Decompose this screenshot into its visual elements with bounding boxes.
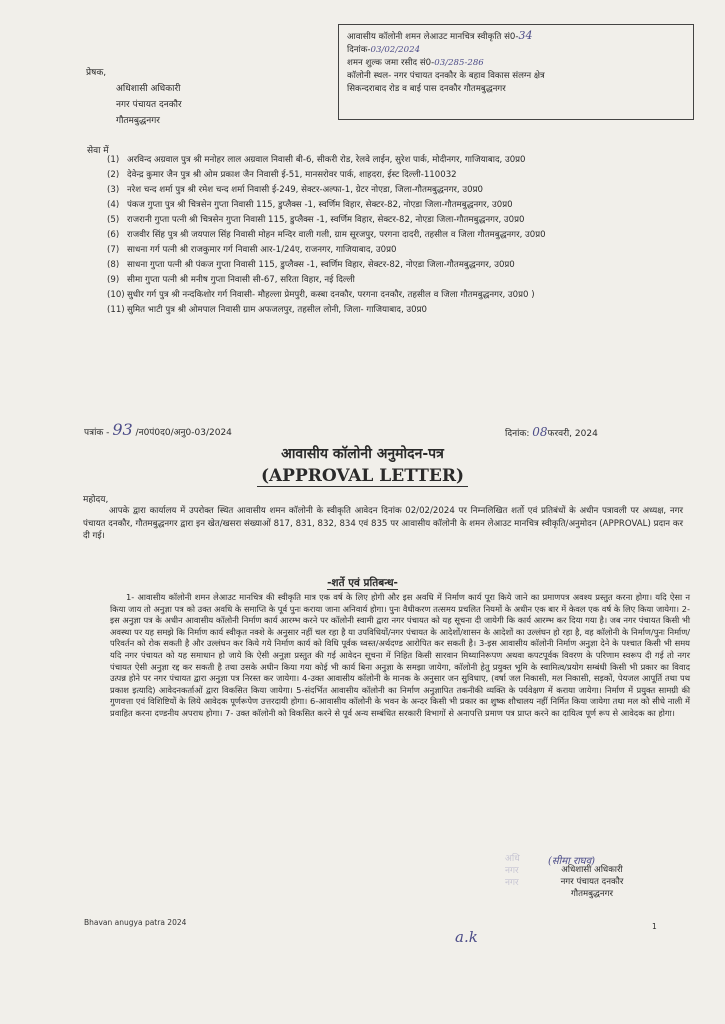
recipients-list: [107, 154, 707, 319]
footer-filename: Bhavan anugya patra 2024: [84, 918, 187, 927]
sender-title: अधिशासी अधिकारी: [116, 84, 181, 94]
sender-district: गौतमबुद्धनगर: [116, 116, 160, 126]
reference-number: पत्रांक - 93 /न0पं0द0/अनु0-03/2024: [84, 420, 232, 439]
list-item: (7) साधना गर्ग पत्नी श्री राजकुमार गर्ग निवासी आर-1/24ए, राजनगर, गाजियाबाद, उ0प्र0: [107, 245, 397, 255]
handwritten-initials: a.k: [455, 928, 478, 946]
signature-block: अधिशासी अधिकारी नगर पंचायत दनकौर गौतमबुद्धनगर: [560, 865, 624, 899]
recipients-label: सेवा में: [87, 146, 109, 156]
approval-number-line: आवासीय कॉलोनी शमन लेआउट मानचित्र स्वीकृति सं0-34: [347, 29, 533, 42]
page-title-english: (APPROVAL LETTER): [0, 466, 725, 486]
list-item: (6) राजवीर सिंह पुत्र श्री जयपाल सिंह निवासी मोहन मन्दिर वाली गली, ग्राम सूरजपुर, परगना दादरी, तहसील व जिला गौतमबुद्धनगर, उ0प्र0: [107, 230, 546, 240]
sender-office: नगर पंचायत दनकौर: [116, 100, 182, 110]
fee-receipt-number: 03/285-286: [434, 58, 484, 68]
list-item: (9) सीमा गुप्ता पत्नी श्री मनीष गुप्ता निवासी सी-67, सरिता विहार, नई दिल्ली: [107, 275, 355, 285]
list-item: (5) राजरानी गुप्ता पत्नी श्री चित्रसेन गुप्ता निवासी 115, डुप्लैक्स -1, स्वर्णिम विहार, सेक्टर-82, नोएडा जिला-गौतमबुद्धनगर, उ0प्र0: [107, 215, 525, 225]
sender-label: प्रेषक,: [86, 68, 107, 78]
colony-site-line: कॉलोनी स्थल- नगर पंचायत दनकौर के बहाव विकास संलग्न क्षेत्र: [347, 71, 545, 81]
list-item: (1) अरविन्द अग्रवाल पुत्र श्री मनोहर लाल अग्रवाल निवासी बी-6, सीकरी रोड, रेलवे लाईन, सुरेश पार्क, मोदीनगर, गाजियाबाद, उ0प्र0: [107, 155, 526, 165]
conditions-heading: -शर्ते एवं प्रतिबन्ध-: [327, 577, 398, 589]
page-title-hindi: आवासीय कॉलोनी अनुमोदन-पत्र: [281, 446, 444, 462]
colony-site-line-2: सिकन्दराबाद रोड व बाई पास दनकौर गौतमबुद्धनगर: [347, 84, 506, 94]
official-stamp: अधि नगर नगर: [505, 854, 520, 888]
list-item: (4) पंकज गुप्ता पुत्र श्री चित्रसेन गुप्ता निवासी 115, डुप्लैक्स -1, स्वर्णिम विहार, सेक्टर-82, नोएडा जिला-गौतमबुद्धनगर, उ0प्र0: [107, 200, 513, 210]
fee-receipt-line: शमन शुल्क जमा रसीद सं0-03/285-286: [347, 58, 484, 68]
greeting: महोदय,: [83, 495, 109, 505]
list-item: (3) नरेश चन्द शर्मा पुत्र श्री रमेश चन्द शर्मा निवासी ई-249, सेक्टर-अल्फा-1, ग्रेटर नोएडा, जिला-गौतमबुद्धनगर, उ0प्र0: [107, 185, 483, 195]
intro-paragraph: आपके द्वारा कार्यालय में उपरोक्त स्थित आवासीय शमन कॉलोनी के स्वीकृति आवेदन दिनांक 02/02/2024 पर निम्नलिखित शर्तो एवं प्रतिबंधों के अधीन पत्रावली पर अध्यक्ष, नगर पंचायत दनकौर, गौतमबुद्धनगर द्वारा इन खेत/खसरा संख्याओं 817, 831, 832, 834 एवं 835 पर आवासीय कॉलोनी के शमन लेआउट मानचित्र स्वीकृति/अनुमोदन (APPROVAL) प्रदान कर दी गई।: [83, 506, 683, 542]
letter-date: दिनांक: 08फरवरी, 2024: [505, 425, 598, 439]
page-number: 1: [652, 922, 657, 931]
reference-handwritten-number: 93: [112, 420, 133, 439]
list-item: (8) साधना गुप्ता पत्नी श्री पंकज गुप्ता निवासी 115, डुप्लैक्स -1, स्वर्णिम विहार, सेक्टर-82, नोएडा जिला-गौतमबुद्धनगर, उ0प्र0: [107, 260, 515, 270]
approval-number: 34: [518, 29, 533, 42]
sender-block: [86, 65, 182, 129]
list-item: (2) देवेन्द्र कुमार जैन पुत्र श्री ओम प्रकाश जैन निवासी ई-51, मानसरोवर पार्क, शाहदरा, ईस्ट दिल्ली-110032: [107, 170, 457, 180]
list-item: (11) सुमित भाटी पुत्र श्री ओमपाल निवासी ग्राम अफजलपुर, तहसील लोनी, जिला- गाजियाबाद, उ0प्र0: [107, 305, 427, 315]
header-info-box: [338, 24, 694, 120]
list-item: (10) सुधीर गर्ग पुत्र श्री नन्दकिशोर गर्ग निवासी- मौहल्ला प्रेमपुरी, कस्बा दनकौर, परगना दनकौर, तहसील व जिला गौतमबुद्धनगर, उ0प्र0 ): [107, 290, 535, 300]
approval-date: 03/02/2024: [370, 45, 421, 55]
approval-date-line: दिनांक-03/02/2024: [347, 45, 421, 55]
conditions-paragraph: 1- आवासीय कॉलोनी शमन लेआउट मानचित्र की स्वीकृति मात्र एक वर्ष के लिए होगी और इस अवधि में निर्माण कार्य पूरा किये जाने का प्रमाणपत्र अवश्य प्रस्तुत करना होगा। यदि ऐसा न किया जाय तो अनुज्ञा पत्र को उक्त अवधि के समाप्ति के पूर्व पुनः कराया जाना अनिवार्य होगा। पुनः वैधीकरण तत्समय प्रचलित नियमों के अधीन एक बार में केवल एक वर्ष के लिए किया जायेगा। 2-इस अनुज्ञा पत्र के अधीन आवासीय कॉलोनी निर्माण कार्य आरम्भ करने पर कॉलोनी स्वामी द्वारा नगर पंचायत को यह सूचना दी जायेगी कि कार्य आरम्भ कर दिया गया है। जब नगर पंचायत किसी भी अवस्था पर यह समझे कि निर्माण कार्य स्वीकृत नक्शे के अनुसार नहीं चल रहा है या उपविधियों/नगर पंचायत के आदेशों/शासन के आदेशों का उल्लंघन हो रहा है, वह कॉलोनी के निर्माण/पुनः निर्माण/परिवर्तन को रोक सकती है और उल्लंघन कर किये गये निर्माण कार्य को विधि पूर्वक ध्वस्त/अर्थदण्ड आरोपित कर सकती है। 3-इस आवासीय कॉलोनी निर्माण अनुज्ञा देने के पश्चात किसी भी समय यदि नगर पंचायत को यह समाधान हो जाये कि ऐसी अनुज्ञा प्रस्तुत की गई आवेदन सूचना में निहित किसी सारवान मिथ्यानिरूपण अथवा कपटपूर्वक विवरण के परिणाम स्वरूप दी गई तो नगर पंचायत ऐसी अनुज्ञा रद्द कर सकती है तथा उसके अधीन किया गया कोई भी कार्य बिना अनुज्ञा के समझा जायेगा, कॉलोनी हेतु प्रयुक्त भूमि के स्वामित्व/प्रयोग सम्बंधी किसी भी प्रकार का विवाद उत्पन्न होने पर नगर पंचायत द्वारा अनुज्ञा पत्र निरस्त कर जायेगा। 4-उक्त आवासीय कॉलोनी के मानक के अनुसार जन सुविधाए, (वर्षा जल निकासी, मल निकासी, सड़कों, पेयजल आपूर्ति तथा पथ प्रकाश इत्यादि) आवेदनकर्ताओं द्वारा विकसित किया जायेगा। 5-संदर्भित आवासीय कॉलोनी का निर्माण अनुज्ञापित तकनीकी व्यक्ति के पर्यवेक्षण में कराया जायेगा। निर्माण में प्रयुक्त सामग्री की गुणवत्ता एवं विशिष्टियों के लिये आवेदक पूर्णरूपेण उत्तरदायी होगा। 6-आवासीय कॉलोनी के भवन के अन्दर किसी भी प्रकार का शुष्क शौचालय नहीं निर्मित किया जायेगा तथा मल को सीधे नाली में प्रवाहित करना दण्डनीय अपराध होगा। 7- उक्त कॉलोनी को विकसित करने से पूर्व अन्य सम्बंधित सरकारी विभागों से अनापत्ति प्रमाण पत्र प्राप्त करने का दायित्व पूर्ण रूप से आवेदक का होगा।: [110, 592, 690, 718]
handwritten-signature: (सीमा राघव): [548, 856, 596, 867]
